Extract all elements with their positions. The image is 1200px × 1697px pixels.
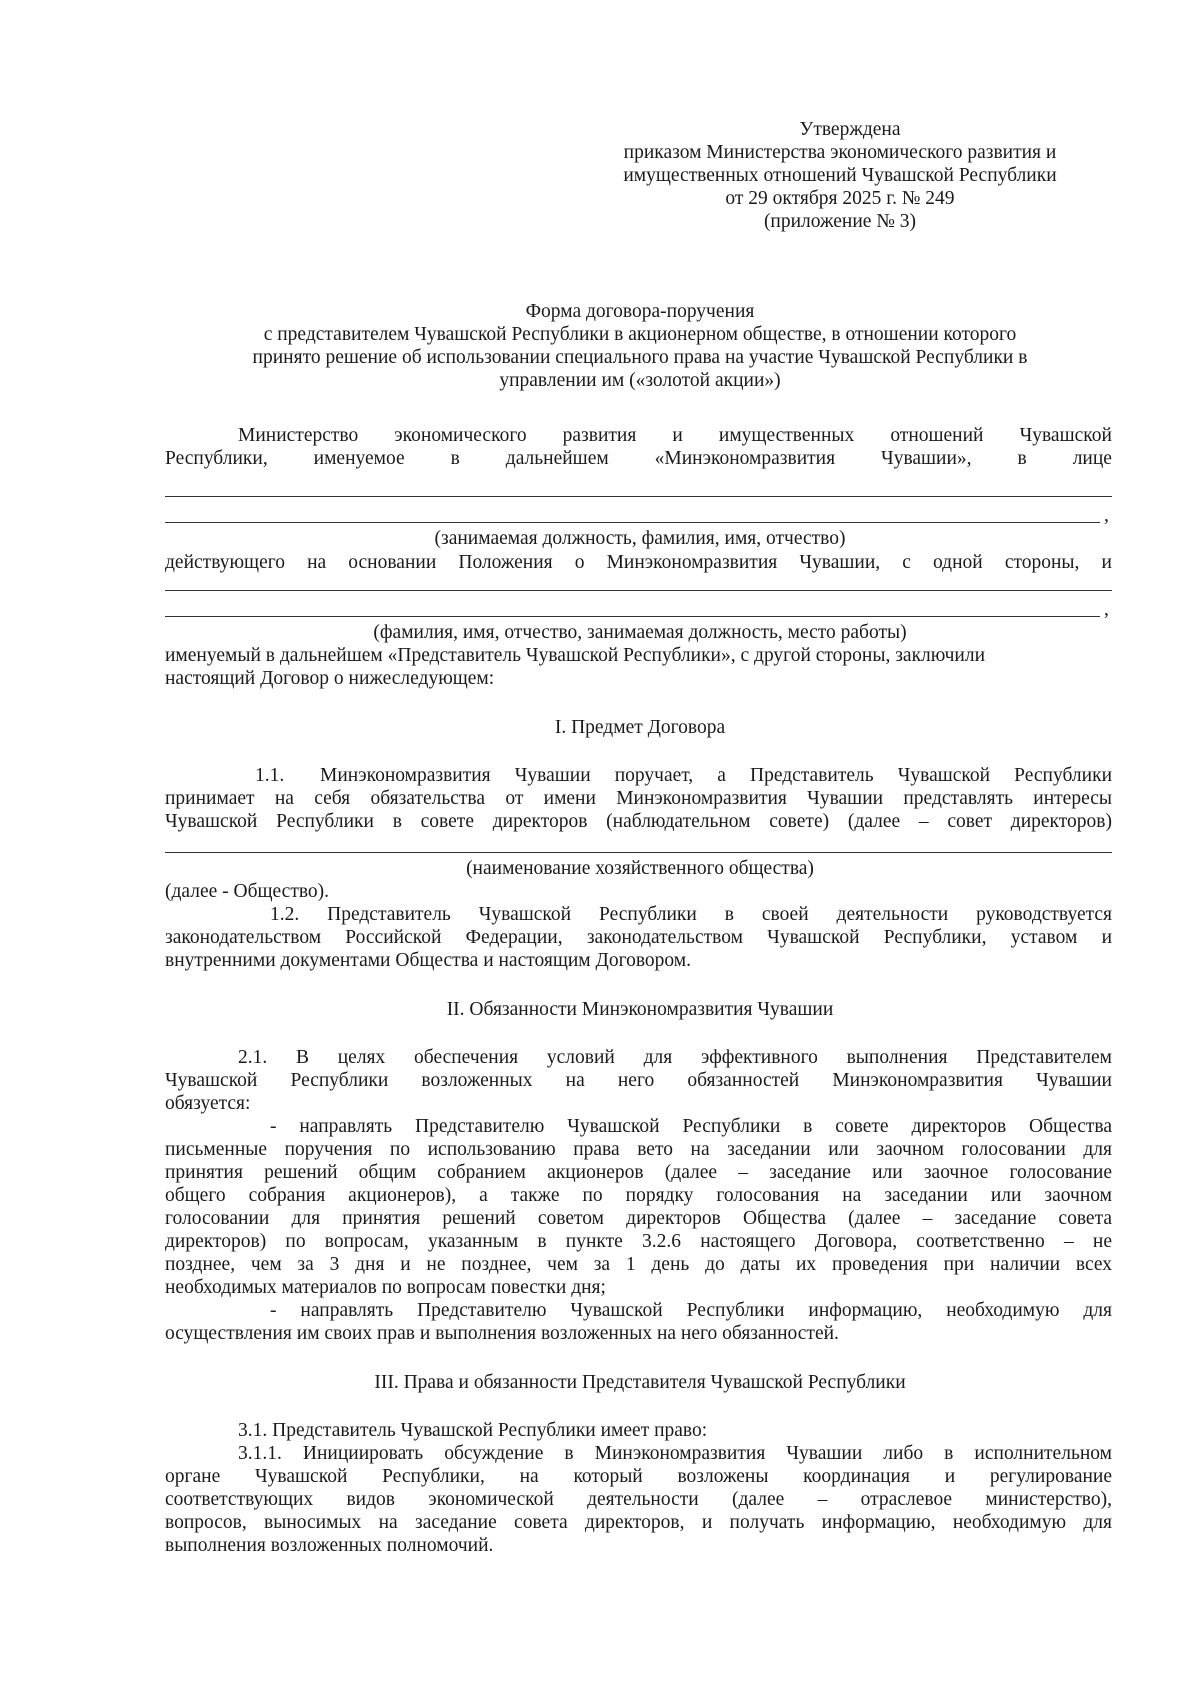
section-3-line: 3.1.1. Инициировать обсуждение в Минэкономразвития Чувашии либо в исполнительном (238, 1443, 1112, 1464)
preamble-row-3 (165, 551, 1112, 575)
word: с (902, 552, 911, 573)
section-2-line: необходимых материалов по вопросам повестки дня; (165, 1277, 606, 1298)
section-2-line: голосовании для принятия решений советом директоров Общества (далее – заседание совета (165, 1208, 1112, 1229)
word: Чувашской (1019, 425, 1112, 446)
approval-line-2: приказом Министерства экономического развития и (623, 142, 1057, 163)
title-line-2: с представителем Чувашской Республики в акционерном обществе, в отношении которого (263, 324, 1017, 345)
section-2-line: позднее, чем за 3 дня и не позднее, чем за 1 день до даты их проведения при наличии всех (165, 1254, 1112, 1275)
word: развития (562, 425, 637, 446)
approval-line-1: Утверждена (799, 119, 901, 140)
section-2-line: - направлять Представителю Чувашской Республики в совете директоров Общества (270, 1116, 1112, 1137)
word: Чувашии, (799, 552, 881, 573)
preamble-row-4: именуемый в дальнейшем «Представитель Чувашской Республики», с другой стороны, заключили (165, 645, 986, 666)
fill-line (165, 496, 1112, 497)
word: именуемое (313, 448, 405, 469)
preamble-row-1 (238, 424, 1112, 448)
word: на (307, 552, 327, 573)
section-2-line: Чувашской Республики возложенных на него обязанностей Минэкономразвития Чувашии (165, 1070, 1112, 1091)
section-1-heading: I. Предмет Договора (554, 717, 726, 738)
clause-1-1-line: Чувашской Республики в совете директоров (наблюдательном совете) (далее – совет директоров) (165, 811, 1112, 832)
word: действующего (165, 552, 285, 573)
clause-1-2-line: 1.2. Представитель Чувашской Республики в своей деятельности руководствуется (270, 904, 1112, 925)
word: экономического (394, 425, 527, 446)
word: основании (348, 552, 437, 573)
section-2-line: 2.1. В целях обеспечения условий для эффективного выполнения Представителем (238, 1047, 1112, 1068)
word: в (1017, 448, 1027, 469)
comma: , (1104, 505, 1109, 526)
caption-company-name: (наименование хозяйственного общества) (466, 858, 814, 879)
preamble-row-2 (165, 447, 1112, 471)
word: и (672, 425, 683, 446)
section-2-line: принятия решений общим собранием акционеров (далее – заседание или заочное голосование (165, 1162, 1112, 1183)
word: имущественных (718, 425, 855, 446)
comma: , (1104, 599, 1109, 620)
section-2-line: - направлять Представителю Чувашской Республики информацию, необходимую для (270, 1300, 1112, 1321)
title-line-3: принято решение об использовании специального права на участие Чувашской Республики в (252, 347, 1028, 368)
approval-line-3: имущественных отношений Чувашской Республики (623, 165, 1057, 186)
clause-1-1-line: принимает на себя обязательства от имени Минэкономразвития Чувашии представлять интересы (165, 788, 1112, 809)
section-3-line: выполнения возложенных полномочий. (165, 1535, 494, 1556)
section-3-line: 3.1. Представитель Чувашской Республики имеет право: (238, 1420, 708, 1441)
section-2-line: общего собрания акционеров), а также по порядку голосования на заседании или заочном (165, 1185, 1112, 1206)
word: Министерство (238, 425, 359, 446)
word: «Минэкономразвития (654, 448, 836, 469)
section-2-line: письменные поручения по использованию права вето на заседании или заочном голосовании для (165, 1139, 1112, 1160)
section-3-line: соответствующих видов экономической деятельности (далее – отраслевое министерство), (165, 1489, 1112, 1510)
word: дальнейшем (505, 448, 609, 469)
word: Положения (458, 552, 553, 573)
title-line-1: Форма договора-поручения (525, 301, 755, 322)
word: отношений (890, 425, 984, 446)
word: о (574, 552, 585, 573)
fill-line (165, 590, 1112, 591)
approval-line-5: (приложение № 3) (763, 211, 917, 232)
section-2-line: осуществления им своих прав и выполнения возложенных на него обязанностей. (165, 1323, 839, 1344)
fill-line (165, 852, 1112, 853)
section-2-heading: II. Обязанности Минэкономразвития Чувашии (446, 999, 834, 1020)
approval-line-4: от 29 октября 2025 г. № 249 (725, 188, 955, 209)
clause-1-2-line: внутренними документами Общества и настоящим Договором. (165, 950, 692, 971)
caption-position-name: (занимаемая должность, фамилия, имя, отчество) (434, 528, 846, 549)
word: Республики, (165, 448, 268, 469)
clause-1-2-line: законодательством Российской Федерации, законодательством Чувашской Республики, уставом и (165, 927, 1112, 948)
fill-line (165, 522, 1100, 523)
section-3-heading: III. Права и обязанности Представителя Чувашской Республики (374, 1372, 906, 1393)
section-2-line: директоров) по вопросам, указанным в пункте 3.2.6 настоящего Договора, соответственно – не (165, 1231, 1112, 1252)
word: в (450, 448, 460, 469)
caption-representative: (фамилия, имя, отчество, занимаемая должность, место работы) (373, 622, 907, 643)
word: лице (1072, 448, 1112, 469)
section-2-line: обязуется: (165, 1093, 251, 1114)
preamble-row-5: настоящий Договор о нижеследующем: (165, 668, 495, 689)
word: Минэкономразвития (606, 552, 778, 573)
fill-line (165, 616, 1100, 617)
title-line-4: управлении им («золотой акции») (499, 370, 781, 391)
clause-1-1-end: (далее - Общество). (165, 881, 330, 902)
clause-1-1-line: Минэкономразвития Чувашии поручает, а Представитель Чувашской Республики (320, 765, 1112, 786)
clause-1-1-number: 1.1. (255, 765, 285, 786)
word: одной (932, 552, 983, 573)
section-3-line: органе Чувашской Республики, на который возложены координация и регулирование (165, 1466, 1112, 1487)
word: стороны, (1004, 552, 1080, 573)
word: и (1101, 552, 1112, 573)
word: Чувашии», (881, 448, 972, 469)
section-3-line: вопросов, выносимых на заседание совета директоров, и получать информацию, необходимую для (165, 1512, 1112, 1533)
